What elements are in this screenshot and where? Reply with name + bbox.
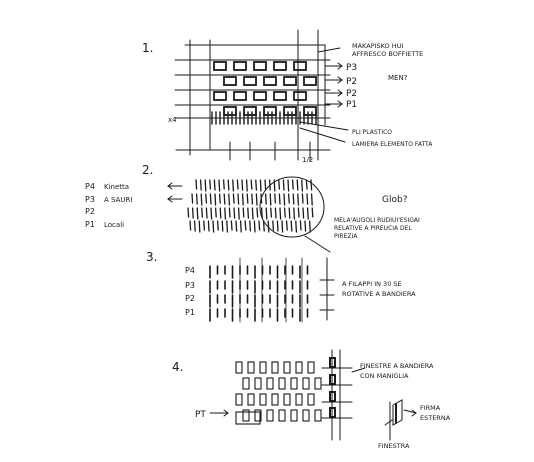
window-stroke xyxy=(239,208,240,219)
floor-text-p3: A SAURI xyxy=(104,196,133,204)
window-stroke xyxy=(201,194,202,205)
window-stroke xyxy=(190,221,191,230)
grid-window xyxy=(303,410,309,421)
window-stroke xyxy=(287,221,288,230)
label-side: MEN? xyxy=(388,74,408,82)
window-stroke xyxy=(256,180,257,190)
grid-window xyxy=(272,362,278,373)
window-stroke xyxy=(251,180,252,189)
grid-window xyxy=(248,394,254,405)
window-stroke xyxy=(297,180,298,190)
window-stroke xyxy=(228,180,229,190)
window-stroke xyxy=(247,180,248,191)
window-stroke xyxy=(311,180,312,190)
window-stroke xyxy=(289,208,290,218)
window-stroke xyxy=(195,221,196,231)
window-stroke xyxy=(279,180,280,189)
facade-windows xyxy=(214,62,316,115)
grid-window xyxy=(255,378,261,389)
window-stroke xyxy=(238,194,239,204)
s4-note-bottom: FINESTRA xyxy=(378,442,410,450)
grid-window xyxy=(308,394,314,405)
wall-section xyxy=(322,350,365,440)
section-2 xyxy=(85,163,420,252)
rotated-window-rows xyxy=(210,258,308,322)
window-stroke xyxy=(231,221,232,230)
grid-window xyxy=(284,362,290,373)
window-stroke xyxy=(279,194,280,204)
window-grid xyxy=(236,362,321,424)
section-number-1: 1. xyxy=(142,41,154,55)
window-stroke xyxy=(218,221,219,230)
window-stroke xyxy=(214,180,215,190)
grid-window xyxy=(296,362,302,373)
window-stroke xyxy=(245,221,246,230)
floor-text-p4: Kinetta xyxy=(104,183,130,191)
note-leader xyxy=(305,236,330,252)
window-stroke xyxy=(205,180,206,191)
window-stroke xyxy=(193,208,194,218)
window-stroke xyxy=(243,194,244,205)
window-stroke xyxy=(257,208,258,217)
facade-window xyxy=(294,92,306,100)
window-stroke xyxy=(233,194,234,203)
grid-window xyxy=(303,378,309,389)
window-stroke xyxy=(275,194,276,203)
grid-window xyxy=(279,378,285,389)
grid-window xyxy=(243,378,249,389)
grid-window xyxy=(248,362,254,373)
grid-window xyxy=(291,410,297,421)
facade-window xyxy=(284,77,296,85)
s4-note-right-2: ESTERNA xyxy=(420,414,451,422)
facade-window xyxy=(304,77,316,85)
facade-window xyxy=(234,62,246,70)
window-stroke xyxy=(259,221,260,230)
window-stroke xyxy=(243,208,244,217)
window-stroke xyxy=(296,221,297,232)
window-stroke xyxy=(224,194,225,204)
grid-window xyxy=(308,362,314,373)
facade-window xyxy=(214,92,226,100)
facade-window xyxy=(284,107,296,115)
window-stroke xyxy=(273,221,274,230)
section-4 xyxy=(172,350,451,450)
window-stroke xyxy=(192,194,193,203)
grid-window xyxy=(291,378,297,389)
window-stroke xyxy=(210,180,211,189)
facade-window xyxy=(224,77,236,85)
window-stroke xyxy=(233,180,234,191)
grid-window xyxy=(260,362,266,373)
window-detail xyxy=(385,400,416,440)
s3-floor-p1: P1 xyxy=(185,308,195,317)
grid-window xyxy=(267,378,273,389)
floor-code-p1: P1 xyxy=(85,220,95,229)
grid-window xyxy=(236,362,242,373)
label-p2b: P2 xyxy=(346,89,358,99)
window-stroke xyxy=(303,208,304,218)
window-stroke xyxy=(234,208,235,218)
label-top-2: AFFRESCO BOFFIETTE xyxy=(352,50,424,58)
floor-code-p2: P2 xyxy=(85,207,95,216)
dimension-left: x4 xyxy=(168,116,177,124)
window-stroke xyxy=(252,194,253,204)
label-top-1: MAKAPISKO HUI xyxy=(352,42,404,50)
window-stroke xyxy=(291,221,292,231)
facade-window xyxy=(304,107,316,115)
window-stroke xyxy=(293,194,294,204)
s3-floor-p3: P3 xyxy=(185,281,195,290)
window-stroke xyxy=(310,221,311,232)
window-stroke xyxy=(302,194,303,203)
section-number-2: 2. xyxy=(142,163,154,177)
facade-window xyxy=(254,92,266,100)
window-stroke xyxy=(270,194,271,205)
window-stroke xyxy=(266,194,267,204)
window-stroke xyxy=(271,208,272,217)
window-stroke xyxy=(215,194,216,205)
window-stroke xyxy=(237,180,238,189)
window-stroke xyxy=(222,221,223,231)
window-stroke xyxy=(216,208,217,217)
s4-note-right-1: FIRMA xyxy=(420,404,441,412)
label-bottom-1: PLI PLASTICO xyxy=(352,129,392,136)
window-stroke xyxy=(289,194,290,203)
window-stroke xyxy=(219,180,220,191)
window-stroke xyxy=(252,208,253,219)
window-stroke xyxy=(250,221,251,231)
window-stroke xyxy=(305,221,306,231)
window-stroke xyxy=(208,221,209,231)
grid-window xyxy=(315,410,321,421)
floor-legend xyxy=(85,182,132,229)
window-stroke xyxy=(275,208,276,218)
window-stroke xyxy=(242,180,243,190)
grid-window xyxy=(284,394,290,405)
window-stroke xyxy=(220,208,221,218)
window-stroke xyxy=(298,194,299,205)
facade-window xyxy=(264,77,276,85)
window-stroke xyxy=(284,194,285,205)
window-stroke xyxy=(265,180,266,189)
window-stroke xyxy=(227,221,228,232)
window-stroke xyxy=(302,180,303,191)
window-stroke xyxy=(229,208,230,217)
floor-arrows xyxy=(300,48,348,142)
window-stroke xyxy=(298,208,299,217)
window-stroke xyxy=(225,208,226,219)
grid-window xyxy=(315,378,321,389)
grid-window xyxy=(236,394,242,405)
facade-window xyxy=(254,62,266,70)
window-stroke xyxy=(248,208,249,218)
grid-window xyxy=(279,410,285,421)
window-stroke xyxy=(312,208,313,217)
window-stroke xyxy=(294,208,295,219)
grid-window xyxy=(267,410,273,421)
window-stroke xyxy=(283,180,284,190)
facade-window xyxy=(234,92,246,100)
window-stroke xyxy=(202,208,203,217)
window-stroke xyxy=(254,221,255,232)
window-stroke xyxy=(220,194,221,203)
window-stroke xyxy=(224,180,225,189)
window-stroke xyxy=(307,194,308,204)
floor-text-p1: Locali xyxy=(104,221,125,229)
facade-window xyxy=(264,107,276,115)
window-stroke xyxy=(241,221,242,232)
note-line-2: RELATIVE A PIREUCIA DEL xyxy=(334,225,412,232)
window-stroke xyxy=(197,208,198,219)
window-stroke xyxy=(213,221,214,232)
section-number-3: 3. xyxy=(146,250,158,264)
entrance-window xyxy=(236,412,260,424)
window-stroke xyxy=(280,208,281,219)
window-stroke xyxy=(260,180,261,191)
window-stroke xyxy=(256,194,257,205)
window-stroke xyxy=(288,180,289,191)
note-line-1: MELA'AUGOLI RUDIUI'ESIGAI xyxy=(334,217,420,224)
window-stroke xyxy=(206,194,207,203)
floor-code-p3: P3 xyxy=(85,195,95,204)
s4-note-top-1: FINESTRE A BANDIERA xyxy=(360,362,434,370)
label-bottom-2: LAMIERA ELEMENTO FATTA xyxy=(352,141,433,148)
window-stroke xyxy=(277,221,278,231)
s3-note-1: A FILAPPI IN 30 SE xyxy=(342,280,402,288)
label-p3: P3 xyxy=(346,63,358,73)
window-stroke xyxy=(306,180,307,189)
window-stroke xyxy=(196,180,197,189)
window-stroke xyxy=(312,194,313,205)
window-stroke xyxy=(188,208,189,217)
window-stroke xyxy=(282,221,283,232)
facade-window xyxy=(224,107,236,115)
facade-window xyxy=(294,62,306,70)
floor-pointer-arrows xyxy=(168,183,182,202)
s3-floor-p2: P2 xyxy=(185,294,195,303)
s3-note-2: ROTATIVE A BANDIERA xyxy=(342,290,416,298)
s3-floor-p4: P4 xyxy=(185,266,195,275)
window-stroke xyxy=(199,221,200,232)
window-stroke xyxy=(300,221,301,230)
grid-window xyxy=(296,394,302,405)
note-line-3: PIREZIA xyxy=(334,233,358,240)
section-3 xyxy=(146,250,416,322)
window-stroke xyxy=(211,208,212,219)
window-stroke xyxy=(266,208,267,219)
window-stroke xyxy=(201,180,202,190)
window-stroke xyxy=(308,208,309,219)
window-stroke xyxy=(206,208,207,218)
s4-note-top-2: CON MANIGLIA xyxy=(360,372,409,380)
grid-window xyxy=(272,394,278,405)
question-label: Glob? xyxy=(382,195,408,205)
floor-code-p4: P4 xyxy=(85,182,95,191)
section-number-4: 4. xyxy=(172,360,184,374)
dimension-half: 1/2 xyxy=(302,156,314,164)
facade-window xyxy=(274,92,286,100)
window-stroke xyxy=(204,221,205,230)
label-p1: P1 xyxy=(346,100,358,110)
facade-window xyxy=(214,62,226,70)
window-stroke xyxy=(229,194,230,205)
window-stroke xyxy=(197,194,198,204)
window-stroke xyxy=(210,194,211,204)
facade-window xyxy=(274,62,286,70)
pt-label: PT xyxy=(195,410,206,420)
facade-window xyxy=(244,77,256,85)
facade-stroke-rows xyxy=(188,180,313,232)
facade-window xyxy=(244,107,256,115)
window-stroke xyxy=(236,221,237,231)
grid-window xyxy=(260,394,266,405)
window-stroke xyxy=(247,194,248,203)
window-stroke xyxy=(293,180,294,189)
window-stroke xyxy=(285,208,286,217)
label-p2a: P2 xyxy=(346,77,358,87)
section-1 xyxy=(142,30,433,164)
